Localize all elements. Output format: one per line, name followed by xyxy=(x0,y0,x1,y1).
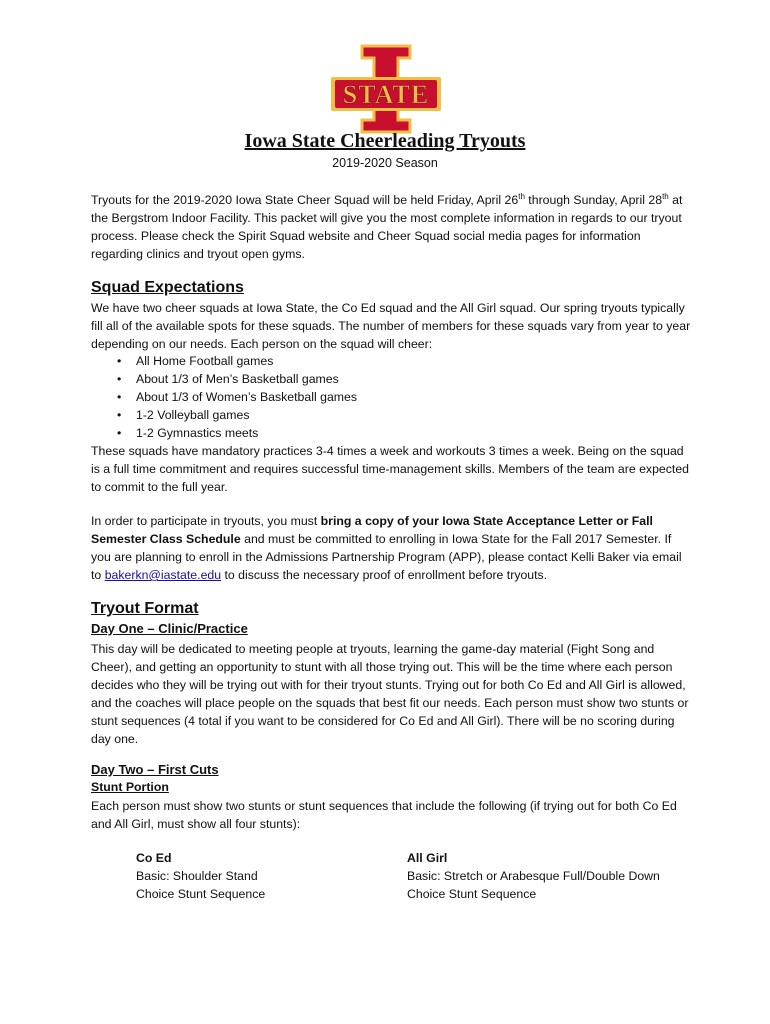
logo-state-text: STATE xyxy=(342,80,430,109)
email-link[interactable]: bakerkn@iastate.edu xyxy=(104,568,222,582)
allgirl-column xyxy=(407,849,660,903)
cheer-events-list xyxy=(91,352,357,442)
allgirl-basic-stunt: Basic: Stretch or Arabesque Full/Double Down xyxy=(407,869,660,883)
coed-choice-stunt: Choice Stunt Sequence xyxy=(136,887,266,901)
commitment-paragraph: These squads have mandatory practices 3-4 times a week and workouts 3 times a week. Being on the squad is a full time commitment and requires successful time-management skills. Members of the team are expected to commit to the full year. xyxy=(91,444,690,494)
list-item: • 1-2 Gymnastics meets xyxy=(91,424,357,442)
list-item: • About 1/3 of Women’s Basketball games xyxy=(91,388,357,406)
page-title: Iowa State Cheerleading Tryouts xyxy=(244,130,526,152)
list-item: • About 1/3 of Men’s Basketball games xyxy=(91,370,357,388)
allgirl-choice-stunt: Choice Stunt Sequence xyxy=(407,887,537,901)
squad-expectations-heading: Squad Expectations xyxy=(91,279,244,296)
coed-heading: Co Ed xyxy=(136,851,172,865)
intro-paragraph: Tryouts for the 2019-2020 Iowa State Cheer Squad will be held Friday, April 26th through Sunday, April 28th at the Bergstrom Indoor Facility. This packet will give you the most complete information in regards to our tryout process. Please check the Spirit Squad website and Cheer Squad social media pages for information regarding clinics and tryout open gyms. xyxy=(91,191,683,261)
day-one-paragraph: This day will be dedicated to meeting people at tryouts, learning the game-day material (Fight Song and Cheer), and getting an opportunity to stunt with all those trying out. This will be the time where each person decides who they will be trying out with for their tryout stunts. Trying out for both Co Ed and All Girl is allowed, and the coaches will place people on the squads that best fit our needs. Each person must show two stunts or stunt sequences (4 total if you want to be considered for Co Ed and All Girl). There will be no scoring during day one. xyxy=(91,642,689,746)
allgirl-heading: All Girl xyxy=(407,851,448,865)
expectations-paragraph: We have two cheer squads at Iowa State, the Co Ed squad and the All Girl squad. Our spring tryouts typically fill all of the available spots for these squads. The number of members for these squads vary from year to year depending on our needs. Each person on the squad will cheer: xyxy=(91,301,691,351)
list-item: • 1-2 Volleyball games xyxy=(91,406,357,424)
list-item: • All Home Football games xyxy=(91,352,357,370)
coed-basic-stunt: Basic: Shoulder Stand xyxy=(136,869,258,883)
enrollment-paragraph: In order to participate in tryouts, you must bring a copy of your Iowa State Acceptance Letter or Fall Semester Class Schedule and must be committed to enrolling in Iowa State for the Fall 2017 Semester. If you are planning to enroll in the Admissions Partnership Program (APP), please contact Kelli Baker via email to bakerkn@iastate.edu to discuss the necessary proof of enrollment before tryouts. xyxy=(91,514,682,582)
stunt-portion-heading: Stunt Portion xyxy=(91,780,169,794)
day-one-heading: Day One – Clinic/Practice xyxy=(91,621,248,636)
coed-column xyxy=(136,849,265,903)
tryout-format-heading: Tryout Format xyxy=(91,600,199,617)
stunt-portion-paragraph: Each person must show two stunts or stunt sequences that include the following (if trying out for both Co Ed and All Girl, must show all four stunts): xyxy=(91,799,677,831)
day-two-heading: Day Two – First Cuts xyxy=(91,762,219,777)
iowa-state-logo xyxy=(328,44,444,134)
season-label: 2019-2020 Season xyxy=(332,156,438,170)
